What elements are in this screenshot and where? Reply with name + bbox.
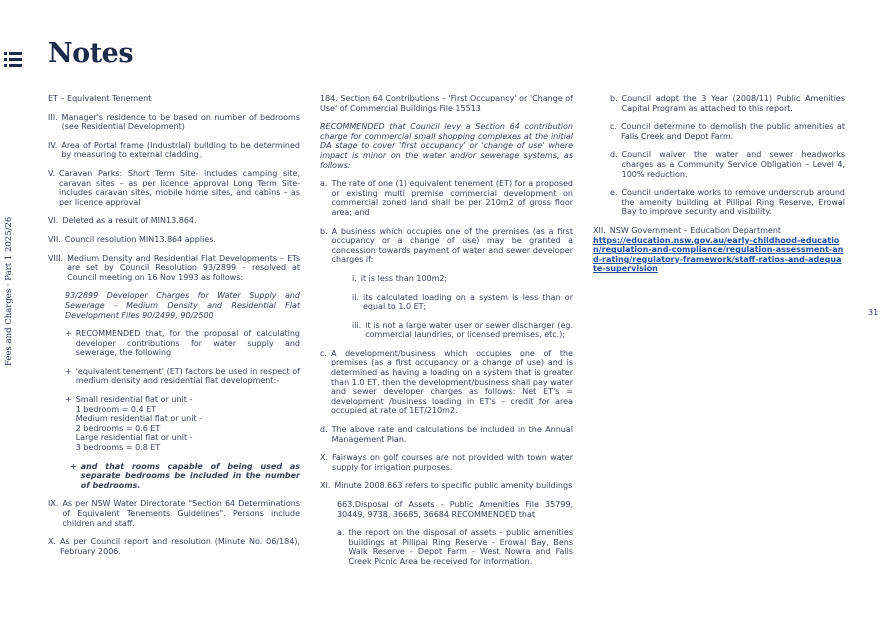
minute-184: 184. Section 64 Contributions – 'First Occupancy' or 'Change of Use' of Commercial Buildings File 15513 <box>320 94 573 113</box>
side-label: Fees and Charges · Part 1 2025/26 <box>4 216 14 366</box>
item-iii: iii. it is not a large water user or sewer discharger (eg. commercial laundries, or licensed premises, etc.); <box>352 320 573 340</box>
item-d-waiver: d. Council waiver the water and sewer headworks charges as a Community Service Obligation – Level 4, 100% reduction. <box>610 150 845 179</box>
notes-column-3 <box>593 94 845 274</box>
item-d: d. The above rate and calculations be included in the Annual Management Plan. <box>320 425 573 444</box>
note-ix: IX. As per NSW Water Directorate "Section 64 Determinations of Equivalent Tenements Guidelines". Persons include children and staff. <box>48 499 300 528</box>
bullet-2: + 'equivalent tenement' (ET) factors be used in respect of medium density and residential flat development:- <box>65 366 300 386</box>
note-et: ET – Equivalent Tenement <box>48 94 152 103</box>
note-x-fairways: X. Fairways on golf courses are not provided with town water supply for irrigation purposes. <box>320 453 573 472</box>
page-number: 31 <box>868 308 879 317</box>
item-b-capital: b. Council adopt the 3 Year (2008/11) Public Amenities Capital Program as attached to this report. <box>610 94 845 113</box>
note-iv: IV. Area of Portal frame (Industrial) building to be determined by measuring to external cladding. <box>48 140 300 160</box>
list-icon[interactable] <box>4 52 22 68</box>
page-title: Notes <box>48 38 134 69</box>
notes-column-1 <box>48 94 300 565</box>
bullet-4: + and that rooms capable of being used as separate bedrooms be included in the number of bedrooms. <box>70 461 300 490</box>
note-viii: VIII. Medium Density and Residential Flat Developments – ETs are set by Council Resolution 93/2899 – resolved at Council meeting on 16 Nov 1993 as follows: <box>48 253 300 282</box>
item-c: c. A development/business which occupies one of the premises (as a first occupancy or a change of use) and is determined as having a loading on a system that is greater than 1.0 ET, then the development/business shall pay water and sewer developer charges as follows: Net ET's = development /business loading in ET's – credit for area occupied at rate of 1ET/210m2. <box>320 348 573 416</box>
note-x: X. As per Council report and resolution (Minute No. 06/184), February 2006. <box>48 537 300 556</box>
bullet-1: + RECOMMENDED that, for the proposal of calculating developer contributions for water supply and sewerage, the following <box>65 329 300 358</box>
note-xi: XI. Minute 2008.663 refers to specific public amenity buildings <box>320 481 573 491</box>
bullet-3: + Small residential flat or unit - 1 bedroom = 0.4 ET Medium residential flat or unit - 2 bedrooms = 0.6 ET Large residential flat or unit - 3 bedrooms = 0.8 ET <box>65 395 203 453</box>
item-i: i. it is less than 100m2; <box>352 273 448 283</box>
minute-663: 663.Disposal of Assets - Public Amenities File 35799, 30449, 9738, 36685, 36684 RECOMMENDED that <box>337 500 573 519</box>
item-ii: ii. its calculated loading on a system is less than or equal to 1.0 ET; <box>352 292 573 312</box>
notes-column-2 <box>320 94 573 576</box>
item-a: a. The rate of one (1) equivalent tenement (ET) for a proposed or existing multi premise commercial development on commercial zoned land shall be per 210m2 of gross floor area; and <box>320 179 573 217</box>
item-c-demolish: c. Council determine to demolish the public amenities at Falls Creek and Depot Farm. <box>610 122 845 141</box>
note-vii: VII. Council resolution MIN13.864 applies. <box>48 234 216 244</box>
note-xii: XII. NSW Government – Education Department <box>593 225 782 235</box>
item-e-underscrub: e. Council undertake works to remove underscrub around the amenity building at Pillipai Ring Reserve, Erowal Bay to improve security and visibility. <box>610 188 845 217</box>
note-v: V. Caravan Parks: Short Term Site- includes camping site, caravan sites – as per licence approval Long Term Site- includes caravan sites, mobile home sites, and cabins – as per licence approval <box>48 168 300 207</box>
note-viii-resolution: 93/2899 Developer Charges for Water Supply and Sewerage - Medium Density and Residential Flat Development Files 90/2499, 90/2500 <box>65 291 300 320</box>
item-b: b. A business which occupies one of the premises (as a first occupancy or a change of use) may be granted a concession towards payment of water and sewer developer charges if: <box>320 226 573 265</box>
note-vi: VI. Deleted as a result of MIN13.864. <box>48 216 197 226</box>
item-a-disposal: a. the report on the disposal of assets - public amenities buildings at Pillipai Ring Reserve - Erowal Bay, Bens Walk Reserve - Depot Farm - West Nowra and Falls Creek Picnic Area be received for information. <box>337 528 573 566</box>
note-iii: III. Manager's residence to be based on number of bedrooms (see Residential Development) <box>48 112 300 132</box>
education-link[interactable]: https://education.nsw.gov.au/early-childhood-education/regulation-and-compliance/regulation-assessment-and-rating/regulatory-framework/staff-ratios-and-adequate-supervision <box>593 235 844 274</box>
minute-184-recommendation: RECOMMENDED that Council levy a Section 64 contribution charge for commercial small shopping complexes at the initial DA stage to cover 'first occupancy' or 'change of use' where impact is minor on the water and/or sewerage systems, as follows: <box>320 122 573 170</box>
